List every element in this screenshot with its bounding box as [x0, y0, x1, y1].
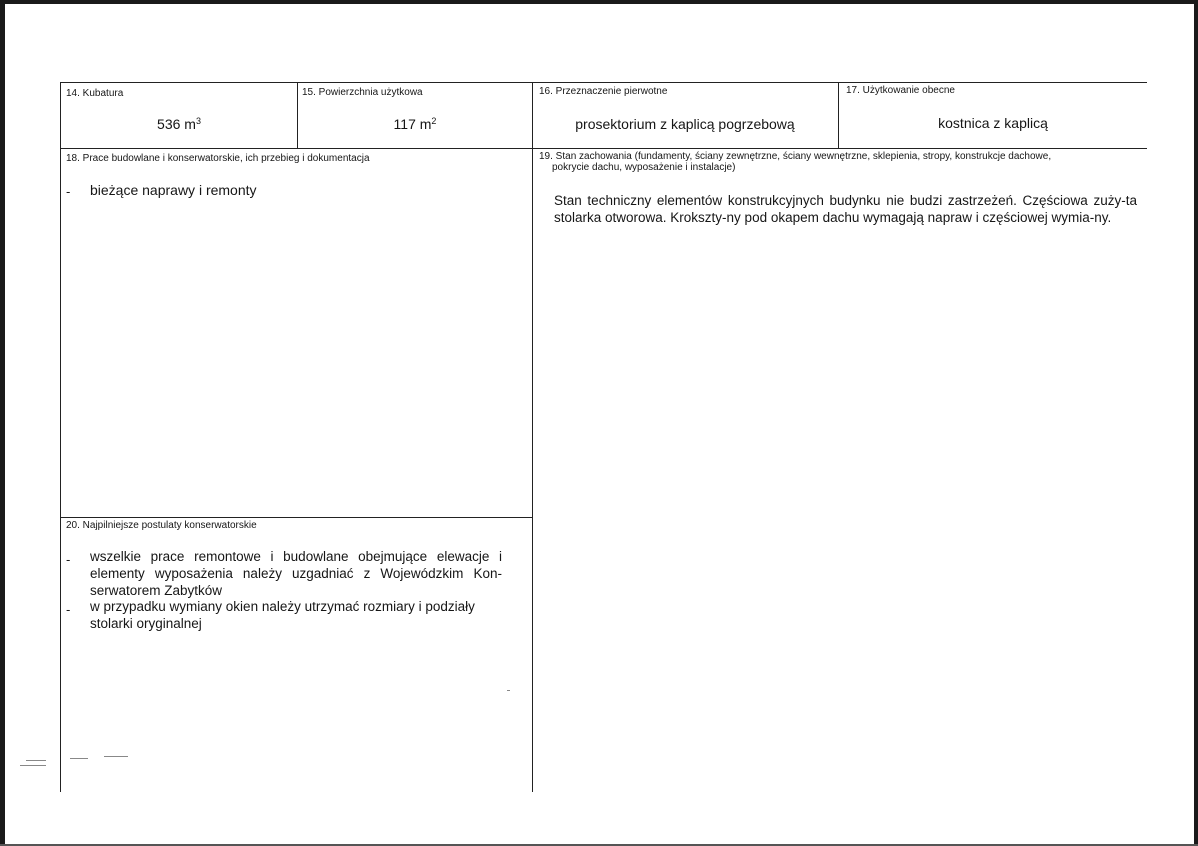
- grid-center-divider: [532, 82, 533, 792]
- field-20-bullet-marker-2: -: [66, 602, 71, 617]
- field-19-label-line1: 19. Stan zachowania (fundamenty, ściany zewnętrzne, ściany wewnętrzne, sklepienia, stropy, konstrukcje dachowe,: [539, 151, 1052, 162]
- field-20-label: 20. Najpilniejsze postulaty konserwatorskie: [66, 520, 257, 531]
- grid-left-border: [60, 82, 61, 792]
- grid-section18-bottom-line: [60, 517, 532, 518]
- field-18-item: bieżące naprawy i remonty: [90, 182, 257, 198]
- field-17-value: kostnica z kaplicą: [938, 115, 1048, 131]
- field-17-label: 17. Użytkowanie obecne: [846, 85, 955, 96]
- field-15-value-text: 117 m: [393, 116, 432, 132]
- field-14-label: 14. Kubatura: [66, 88, 124, 99]
- field-19-label-line2: pokrycie dachu, wyposażenie i instalacje): [552, 162, 736, 173]
- field-15-value: [298, 116, 532, 132]
- scan-speck: [26, 760, 46, 761]
- field-15-unit-exponent: 2: [431, 116, 437, 126]
- grid-divider-14-15: [297, 82, 298, 148]
- field-20-bullet-marker-1: -: [66, 552, 71, 567]
- field-16-value: prosektorium z kaplicą pogrzebową: [575, 116, 795, 132]
- field-15-label: 15. Powierzchnia użytkowa: [302, 87, 423, 98]
- scan-speck: [507, 690, 510, 691]
- scan-speck: [104, 756, 128, 757]
- field-18-label: 18. Prace budowlane i konserwatorskie, ich przebieg i dokumentacja: [66, 153, 370, 164]
- scan-speck: [20, 765, 46, 766]
- field-14-unit-exponent: 3: [195, 116, 201, 126]
- field-18-bullet-marker: -: [66, 184, 71, 199]
- field-16-label: 16. Przeznaczenie pierwotne: [539, 86, 668, 97]
- field-20-item-1: wszelkie prace remontowe i budowlane obejmujące elewacje i elementy wyposażenia należy uzgadniać z Wojewódzkim Kon-serwatorem Zabytków: [90, 549, 502, 598]
- field-20-item-2: w przypadku wymiany okien należy utrzymać rozmiary i podziały stolarki oryginalnej: [90, 599, 475, 631]
- field-14-value-text: 536 m: [157, 116, 196, 132]
- grid-top-line: [60, 82, 1147, 83]
- scan-speck: [70, 758, 88, 759]
- scan-edge-left: [0, 0, 5, 846]
- field-14-value: [62, 116, 296, 132]
- field-19-text: Stan techniczny elementów konstrukcyjnych budynku nie budzi zastrzeżeń. Częściowa zuży-ta stolarka otworowa. Krokszty-ny pod okapem dachu wymagają napraw i częściowej wymia-ny.: [554, 193, 1137, 225]
- scan-edge-top: [0, 0, 1198, 4]
- grid-row1-bottom-line: [60, 148, 1147, 149]
- scan-edge-right: [1194, 0, 1198, 846]
